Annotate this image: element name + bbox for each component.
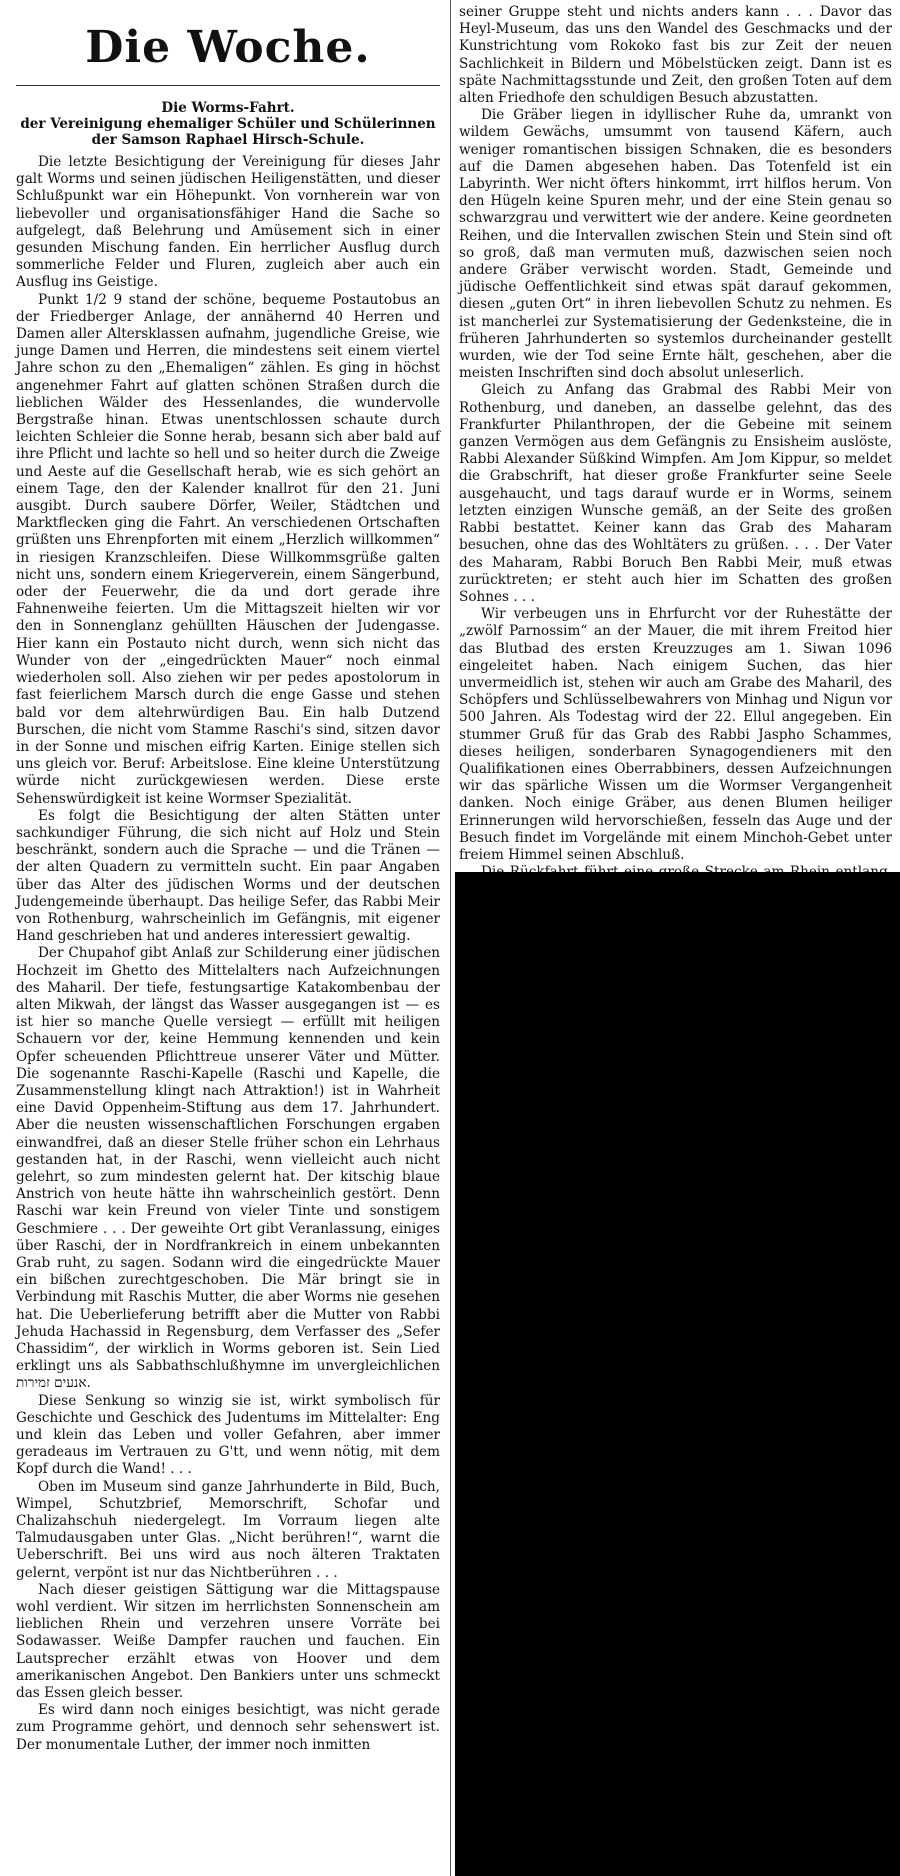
- paragraph: Der Chupahof gibt Anlaß zur Schilderung einer jüdischen Hochzeit im Ghetto des Mittelalters nach Aufzeichnungen des Maharil. Der tiefe, festungsartige Katakombenbau der alten Mikwah, der längst das Wasser ausgegangen ist — es ist hier so manche Quelle versiegt — erfüllt mit heiligen Schauern vor der, keine Hemmung kennenden und kein Opfer scheuenden Pflichttreue unserer Väter und Mütter. Die sogenannte Raschi-Kapelle (Raschi und Kapelle, die Zusammenstellung klingt nach Attraktion!) ist in Wahrheit eine David Oppenheim-Stiftung aus dem 17. Jahrhundert. Aber die neusten wissenschaftlichen Forschungen ergaben einwandfrei, daß an dieser Stelle früher schon ein Lehrhaus gestanden hat, in der Raschi, wenn vielleicht auch nicht gelehrt, so zum mindesten gelernt hat. Der kitschig blaue Anstrich von heute hätte ihn wahrscheinlich gestört. Denn Raschi war kein Freund von vieler Tinte und sonstigem Geschmiere . . . Der geweihte Ort gibt Veranlassung, einiges über Raschi, der in Nordfrankreich in einem unbekannten Grab ruht, zu sagen. Sodann wird die eingedrückte Mauer ein bißchen zurechtgeschoben. Die Mär bringt sie in Verbindung mit Raschis Mutter, die aber Worms nie gesehen hat. Die Ueberlieferung betrifft aber die Mutter von Rabbi Jehuda Hachassid in Regensburg, dem Verfasser des „Sefer Chassidim“, der wirklich in Worms geboren ist. Sein Lied erklingt uns als Sabbathschlußhymne im unvergleichlichen אנעים זמירות.: [16, 945, 440, 1392]
- paragraph: Die letzte Besichtigung der Vereinigung für dieses Jahr galt Worms und seinen jüdischen Heiligenstätten, und dieser Schlußpunkt war ein Höhepunkt. Von vornherein war von liebevoller und organisationsfähiger Hand die Sache so aufgelegt, daß Belehrung und Amüsement sich in einer gesunden Mischung fanden. Ein herrlicher Ausflug durch sommerliche Felder und Fluren, zugleich aber auch ein Ausflug ins Geistige.: [16, 154, 440, 291]
- article-subtitle: der Vereinigung ehemaliger Schüler und Schülerinnen der Samson Raphael Hirsch-Schule.: [20, 116, 436, 148]
- article-title: Die Worms-Fahrt.: [161, 100, 295, 116]
- paragraph: Es folgt die Besichtigung der alten Stätten unter sachkundiger Führung, die sich nicht auf Holz und Stein beschränkt, sondern auch die Sprache — und die Tränen — der alten Quadern zu vermitteln sucht. Ein paar Angaben über das Alter des jüdischen Worms und der deutschen Judengemeinde überhaupt. Das heilige Sefer, das Rabbi Meir von Rothenburg, wahrscheinlich im Gefängnis, mit eigener Hand geschrieben hat und anderes interessiert gewaltig.: [16, 807, 440, 945]
- paragraph: seiner Gruppe steht und nichts anders kann . . . Davor das Heyl-Museum, das uns den Wandel des Geschmacks und der Kunstrichtung vom Rokoko fast bis zur Zeit der neuen Sachlichkeit in Bildern und Möbelstücken zeigt. Dann ist es späte Nachmittagsstunde und Zeit, den großen Toten auf dem alten Friedhofe den schuldigen Besuch abzustatten.: [459, 4, 892, 107]
- paragraph: Die Gräber liegen in idyllischer Ruhe da, umrankt von wildem Gewächs, umsummt von tausend Käfern, auch weniger romantischen bissigen Schnaken, die es besonders auf die Damen abgesehen haben. Das Totenfeld ist ein Labyrinth. Wer nicht öfters hinkommt, irrt hilflos herum. Von den Hügeln keine Spuren mehr, und der eine Stein genau so schwarzgrau und verwittert wie der andere. Keine geordneten Reihen, und die Intervallen zwischen Stein und Stein sind oft so groß, daß man vermuten muß, dazwischen seien noch andere Gräber verwischt worden. Stadt, Gemeinde und jüdische Oeffentlichkeit sind etwas spät darauf gekommen, diesen „guten Ort“ in ihren liebevollen Schutz zu nehmen. Es ist mancherlei zur Systematisierung der Gedenksteine, die in früheren Jahrhunderten so systemlos durcheinander gestellt wurden, wie der Tod seine Ernte hält, geschehen, aber die meisten Inschriften sind doch absolut unleserlich.: [459, 107, 892, 382]
- paragraph: Diese Senkung so winzig sie ist, wirkt symbolisch für Geschichte und Geschick des Judentums im Mittelalter: Eng und klein das Leben und voller Gefahren, aber immer geradeaus im Vertrauen zu G'tt, und wenn nötig, mit dem Kopf durch die Wand! . . .: [16, 1392, 440, 1478]
- paragraph: Gleich zu Anfang das Grabmal des Rabbi Meir von Rothenburg, und daneben, an dasselbe gelehnt, das des Frankfurter Philanthropen, der die Gebeine mit seinem ganzen Vermögen aus dem Gefängnis zu Ensisheim auslöste, Rabbi Alexander Süßkind Wimpfen. Am Jom Kippur, so meldet die Grabschrift, hat dieser große Frankfurter seine Seele ausgehaucht, und tags darauf wurde er in Worms, seinem letzten einzigen Wunsche gemäß, an der Seite des großen Rabbi bestattet. Keiner kann das Grab des Maharam besuchen, ohne das des Wohltäters zu grüßen. . . . Der Vater des Maharam, Rabbi Boruch Ben Rabbi Meir, muß etwas zurücktreten; er steht auch hier im Schatten des großen Sohnes . . .: [459, 382, 892, 605]
- paragraph: Nach dieser geistigen Sättigung war die Mittagspause wohl verdient. Wir sitzen im herrlichsten Sonnenschein am lieblichen Rhein und verzehren unsere Vorräte bei Sodawasser. Weiße Dampfer rauchen und fauchen. Ein Lautsprecher erzählt etwas von Hoover und dem amerikanischen Angebot. Den Bankiers unter uns schmeckt das Essen gleich besser.: [16, 1581, 440, 1702]
- paragraph: Es wird dann noch einiges besichtigt, was nicht gerade zum Programme gehört, und dennoch sehr sehenswert ist. Der monumentale Luther, der immer noch inmitten: [16, 1702, 440, 1753]
- paragraph: Punkt 1/2 9 stand der schöne, bequeme Postautobus an der Friedberger Anlage, der annähernd 40 Herren und Damen aller Altersklassen aufnahm, jugendliche Greise, wie junge Damen und Herren, die mindestens seit einem viertel Jahre schon zu den „Ehemaligen“ zählen. Es ging in höchst angenehmer Fahrt auf glatten schönen Straßen durch die lieblichen Wälder des Hessenlandes, die wundervolle Bergstraße hinan. Etwas unentschlossen schaute durch leichten Schleier die Sonne herab, besann sich aber bald auf ihre Pflicht und lachte so hell und so heiter durch die Zweige und Aeste auf die Gesellschaft herab, wie es sich gehört an einem Tage, den der Kalender knallrot für den 21. Juni ausgibt. Durch saubere Dörfer, Weiler, Städtchen und Marktflecken ging die Fahrt. An verschiedenen Ortschaften grüßten uns Ehrenpforten mit einem „Herzlich willkommen“ in riesigen Kranzschleifen. Diese Willkommsgrüße galten nicht uns, sondern einem Kriegerverein, einem Sängerbund, oder der Feuerwehr, die da und dort gerade ihre Fahnenweihe feierten. Um die Mittagszeit hielten wir vor den in Sonnenglanz gehüllten Häuschen der Judengasse. Hier kann ein Postauto nicht durch, wenn sich nicht das Wunder von der „eingedrückten Mauer“ noch einmal wiederholen soll. Also ziehen wir per pedes apostolorum in fast feierlichem Marsch durch die enge Gasse und stehen bald vor dem altehrwürdigen Bau. Ein halb Dutzend Burschen, die nicht vom Stamme Raschi's sind, sitzen davor in der Sonne und mischen eifrig Karten. Einige stellen sich uns gleich vor. Beruf: Arbeitslose. Eine kleine Unterstützung würde nicht zurückgewiesen werden. Diese erste Sehenswürdigkeit ist keine Wormser Spezialität.: [16, 291, 440, 807]
- masthead-rule: [16, 85, 440, 86]
- masthead: Die Woche.: [85, 22, 371, 73]
- paragraph: Wir verbeugen uns in Ehrfurcht vor der Ruhestätte der „zwölf Parnossim“ an der Mauer, die mit ihrem Freitod hier das Blutbad des ersten Kreuzzuges am 1. Siwan 1096 eingeleitet haben. Nach einigem Suchen, das hier unvermeidlich ist, stehen wir auch am Grabe des Maharil, des Schöpfers und Schlüsselbewahrers von Minhag und Nigun vor 500 Jahren. Als Todestag wird der 22. Ellul angegeben. Ein stummer Gruß für das Grab des Rabbi Jaspho Schammes, dieses heiligen, sonderbaren Synagogendieners mit den Qualifikationen eines Oberrabbiners, dessen Aufzeichnungen wir das spärliche Wissen um die Wormser Vergangenheit danken. Noch einige Gräber, aus denen Blumen heiliger Erinnerungen wild hervorschießen, fesseln das Auge und der Besuch findet im Vorgelände mit einem Minchoh-Gebet unter freiem Himmel seinen Abschluß.: [459, 606, 892, 863]
- blank-black-area: [455, 872, 900, 1876]
- paragraph: Oben im Museum sind ganze Jahrhunderte in Bild, Buch, Wimpel, Schutzbrief, Memorschrift, Schofar und Chalizahschuh niedergelegt. Im Vorraum liegen alte Talmudausgaben unter Glas. „Nicht berühren!“, warnt die Ueberschrift. Bei uns wird aus noch älteren Traktaten gelernt, verpönt ist nur das Nichtberühren . . .: [16, 1478, 440, 1581]
